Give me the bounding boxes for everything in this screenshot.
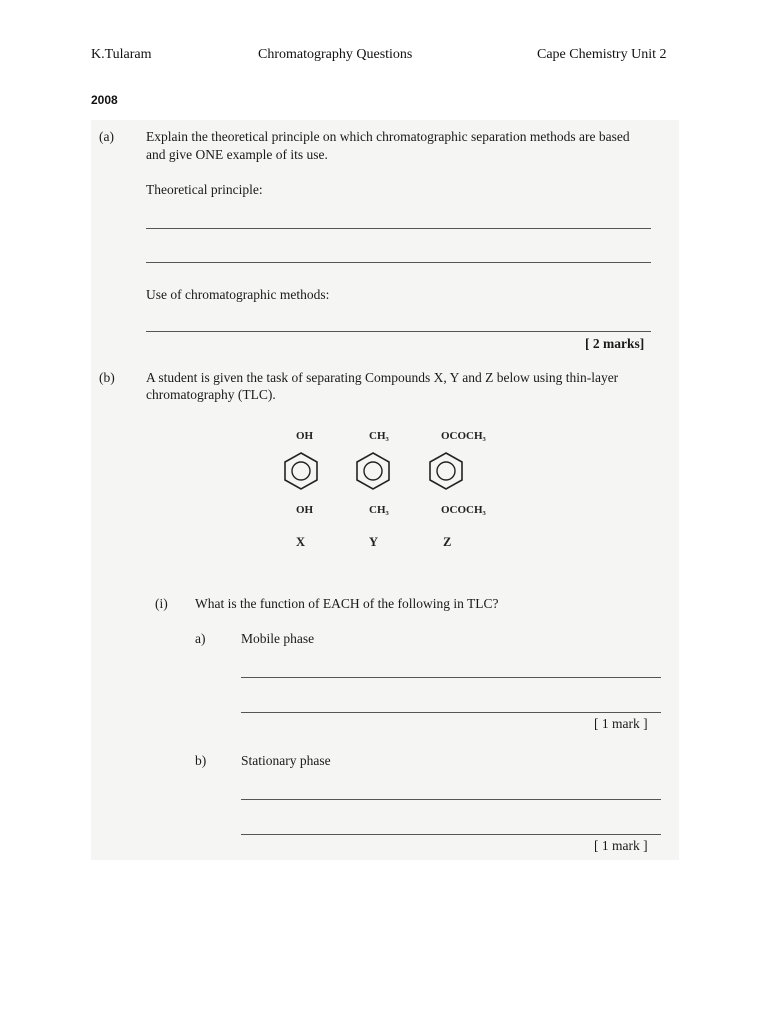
item-a-label: a)	[195, 631, 206, 646]
compound-y-label: Y	[369, 535, 379, 549]
compound-x-bottom-substituent: OH	[296, 504, 314, 516]
use-label: Use of chromatographic methods:	[146, 287, 330, 302]
benzene-ring-icon	[356, 452, 390, 490]
part-b-question-line1: A student is given the task of separating Compounds X, Y and Z below using thin-layer	[146, 370, 619, 385]
benzene-ring-icon	[429, 452, 463, 490]
principle-label: Theoretical principle:	[146, 182, 263, 197]
header-title: Chromatography Questions	[258, 47, 413, 62]
benzene-ring-icon	[284, 452, 318, 490]
sub-i-label: (i)	[155, 596, 168, 611]
answer-line	[146, 262, 651, 263]
part-a-marks: [ 2 marks]	[585, 336, 645, 351]
item-b-text: Stationary phase	[241, 753, 331, 768]
part-b-label: (b)	[99, 370, 115, 385]
compound-z-bottom-substituent: OCOCH₃	[441, 504, 486, 516]
answer-line	[146, 228, 651, 229]
compound-y-bottom-substituent: CH₃	[369, 504, 389, 516]
part-b-question-line2: chromatography (TLC).	[146, 387, 276, 402]
item-b-label: b)	[195, 753, 207, 768]
compound-x-label: X	[296, 535, 306, 549]
answer-line	[241, 799, 661, 800]
item-a-marks: [ 1 mark ]	[594, 716, 648, 731]
part-a-question-line2: and give ONE example of its use.	[146, 147, 328, 162]
answer-line	[241, 677, 661, 678]
compound-y-top-substituent: CH₃	[369, 430, 389, 442]
compound-z-label: Z	[443, 535, 452, 549]
header-author: K.Tularam	[91, 47, 152, 62]
part-a-label: (a)	[99, 129, 114, 144]
item-b-marks: [ 1 mark ]	[594, 838, 648, 853]
sub-i-question: What is the function of EACH of the following in TLC?	[195, 596, 499, 611]
compound-x-top-substituent: OH	[296, 430, 314, 442]
item-a-text: Mobile phase	[241, 631, 315, 646]
compound-z-top-substituent: OCOCH₃	[441, 430, 486, 442]
scanned-question-image	[91, 120, 679, 860]
year-heading: 2008	[91, 93, 118, 107]
header-course: Cape Chemistry Unit 2	[537, 47, 667, 62]
answer-line	[146, 331, 651, 332]
part-a-question-line1: Explain the theoretical principle on which chromatographic separation methods are based	[146, 129, 630, 144]
answer-line	[241, 834, 661, 835]
answer-line	[241, 712, 661, 713]
